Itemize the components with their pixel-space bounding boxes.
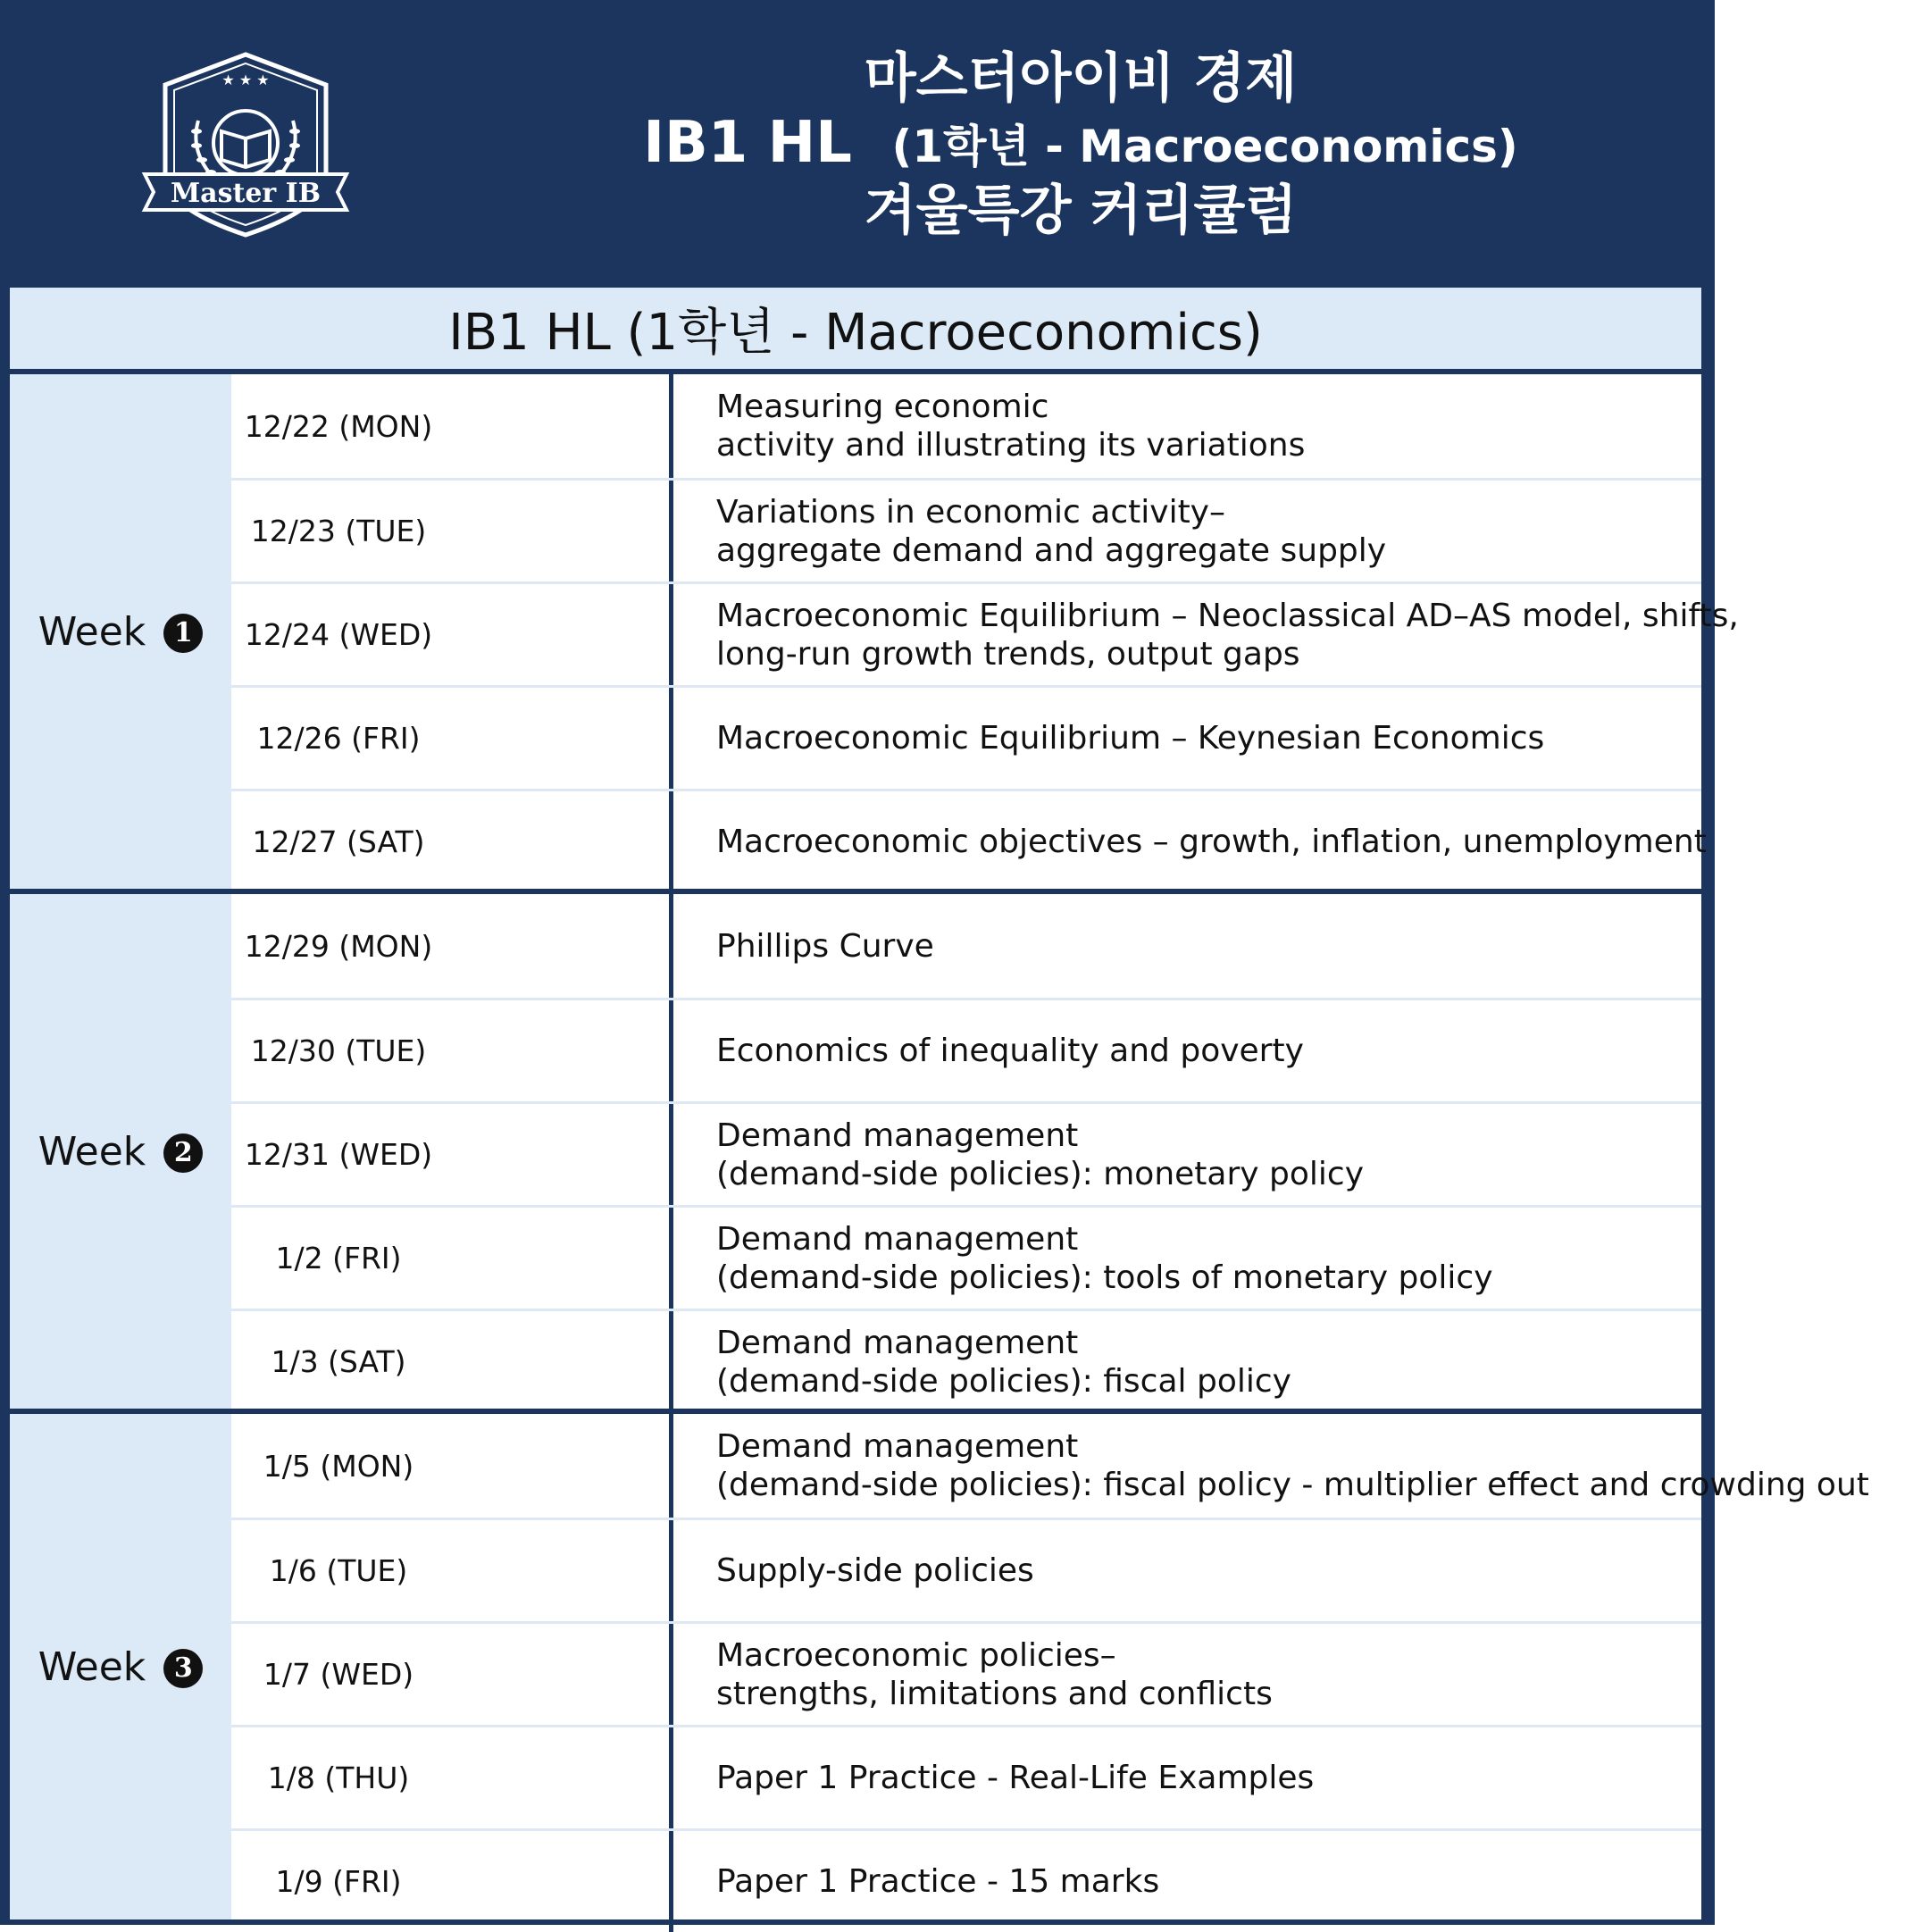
date-cell: 12/23 (TUE) (250, 514, 427, 548)
topic-cell: Paper 1 Practice - Real-Life Examples (716, 1760, 1315, 1796)
week-number-badge: 3 (163, 1649, 203, 1688)
week-block-3 (10, 1414, 1869, 1919)
date-cell: 12/22 (MON) (244, 408, 433, 444)
column-divider (669, 1727, 673, 1828)
title-line-1: 마스터아이비 경제 (864, 47, 1298, 110)
week-number-badge: 1 (163, 614, 203, 653)
topic-cell: Macroeconomic policies– strengths, limitations and conflicts (716, 1636, 1273, 1712)
week-rows (231, 894, 1701, 1409)
logo-text: Master IB (170, 178, 322, 209)
week-rows (231, 1414, 1869, 1919)
date-cell: 12/31 (WED) (244, 1137, 433, 1172)
column-divider (669, 1000, 673, 1101)
date-cell: 12/24 (WED) (244, 617, 433, 652)
column-divider (669, 1414, 673, 1518)
week-cell (10, 1414, 231, 1919)
topic-cell: Macroeconomic objectives – growth, inflation, unemployment (716, 824, 1707, 860)
column-divider (669, 894, 673, 998)
column-divider (669, 1520, 673, 1621)
week-rows (231, 374, 1739, 889)
date-cell: 12/27 (SAT) (252, 824, 425, 859)
column-divider (669, 374, 673, 478)
schedule-row (231, 478, 1701, 581)
week-label: Week 3 (38, 1644, 204, 1690)
column-divider (669, 1311, 673, 1412)
date-cell: 1/5 (MON) (263, 1448, 414, 1484)
master-ib-logo (134, 49, 357, 241)
schedule-row (231, 894, 1701, 998)
schedule-row (231, 581, 1739, 685)
schedule-row (231, 1725, 1701, 1828)
week-block-1 (10, 374, 1739, 889)
topic-cell: Demand management (demand-side policies): fiscal policy (716, 1324, 1291, 1400)
date-cell: 1/9 (FRI) (275, 1864, 402, 1899)
column-divider (669, 1104, 673, 1205)
schedule-table (10, 374, 1869, 1919)
header-banner (0, 0, 1715, 286)
date-cell: 1/8 (THU) (267, 1761, 410, 1795)
column-divider (669, 481, 673, 581)
title-line-2-main: IB1 HL (643, 110, 852, 176)
column-divider (669, 1831, 673, 1932)
schedule-row (231, 789, 1707, 892)
schedule-row (231, 1205, 1701, 1309)
column-divider (669, 584, 673, 685)
topic-cell: Demand management (demand-side policies): tools of monetary policy (716, 1220, 1493, 1296)
week-cell (10, 894, 231, 1409)
title-block (625, 46, 1536, 243)
date-cell: 1/2 (FRI) (275, 1241, 402, 1275)
date-cell: 1/6 (TUE) (269, 1553, 408, 1588)
topic-cell: Supply-side policies (716, 1552, 1034, 1589)
schedule-row (231, 1309, 1701, 1412)
date-cell: 12/30 (TUE) (250, 1033, 427, 1068)
week-label: Week 2 (38, 1129, 204, 1175)
week-block-2 (10, 894, 1701, 1409)
schedule-row (231, 998, 1701, 1101)
column-divider (669, 791, 673, 892)
schedule-row (231, 1621, 1701, 1725)
date-cell: 1/3 (SAT) (271, 1344, 406, 1379)
week-cell (10, 374, 231, 889)
schedule-row (231, 1828, 1701, 1932)
schedule-row (231, 1518, 1701, 1621)
schedule-row (231, 374, 1701, 478)
topic-cell: Demand management (demand-side policies): fiscal policy - multiplier effect and crowding out (716, 1428, 1869, 1503)
week-number-badge: 2 (163, 1133, 203, 1173)
topic-cell: Macroeconomic Equilibrium – Keynesian Economics (716, 720, 1545, 757)
schedule-row (231, 1414, 1869, 1518)
topic-cell: Variations in economic activity– aggregate demand and aggregate supply (716, 493, 1387, 569)
topic-cell: Demand management (demand-side policies): monetary policy (716, 1117, 1364, 1192)
week-label: Week 1 (38, 609, 204, 655)
svg-text:★ ★ ★: ★ ★ ★ (221, 71, 270, 88)
topic-cell: Phillips Curve (716, 927, 934, 965)
date-cell: 1/7 (WED) (263, 1657, 414, 1692)
date-cell: 12/29 (MON) (244, 928, 433, 964)
topic-cell: Paper 1 Practice - 15 marks (716, 1863, 1160, 1900)
topic-cell: Measuring economic activity and illustrating its variations (716, 389, 1306, 464)
schedule-row (231, 685, 1701, 789)
section-title: IB1 HL (1학년 - Macroeconomics) (10, 288, 1701, 369)
title-line-2 (625, 111, 1536, 179)
title-line-3: 겨울특강 커리큘럼 (864, 180, 1298, 242)
topic-cell: Economics of inequality and poverty (716, 1033, 1304, 1069)
title-line-2-sub: (1학년 - Macroeconomics) (891, 121, 1518, 172)
column-divider (669, 688, 673, 789)
column-divider (669, 1208, 673, 1309)
topic-cell: Macroeconomic Equilibrium – Neoclassical AD–AS model, shifts, long-run growth trends, output gaps (716, 597, 1739, 673)
date-cell: 12/26 (FRI) (256, 721, 421, 756)
column-divider (669, 1624, 673, 1725)
schedule-row (231, 1101, 1701, 1205)
